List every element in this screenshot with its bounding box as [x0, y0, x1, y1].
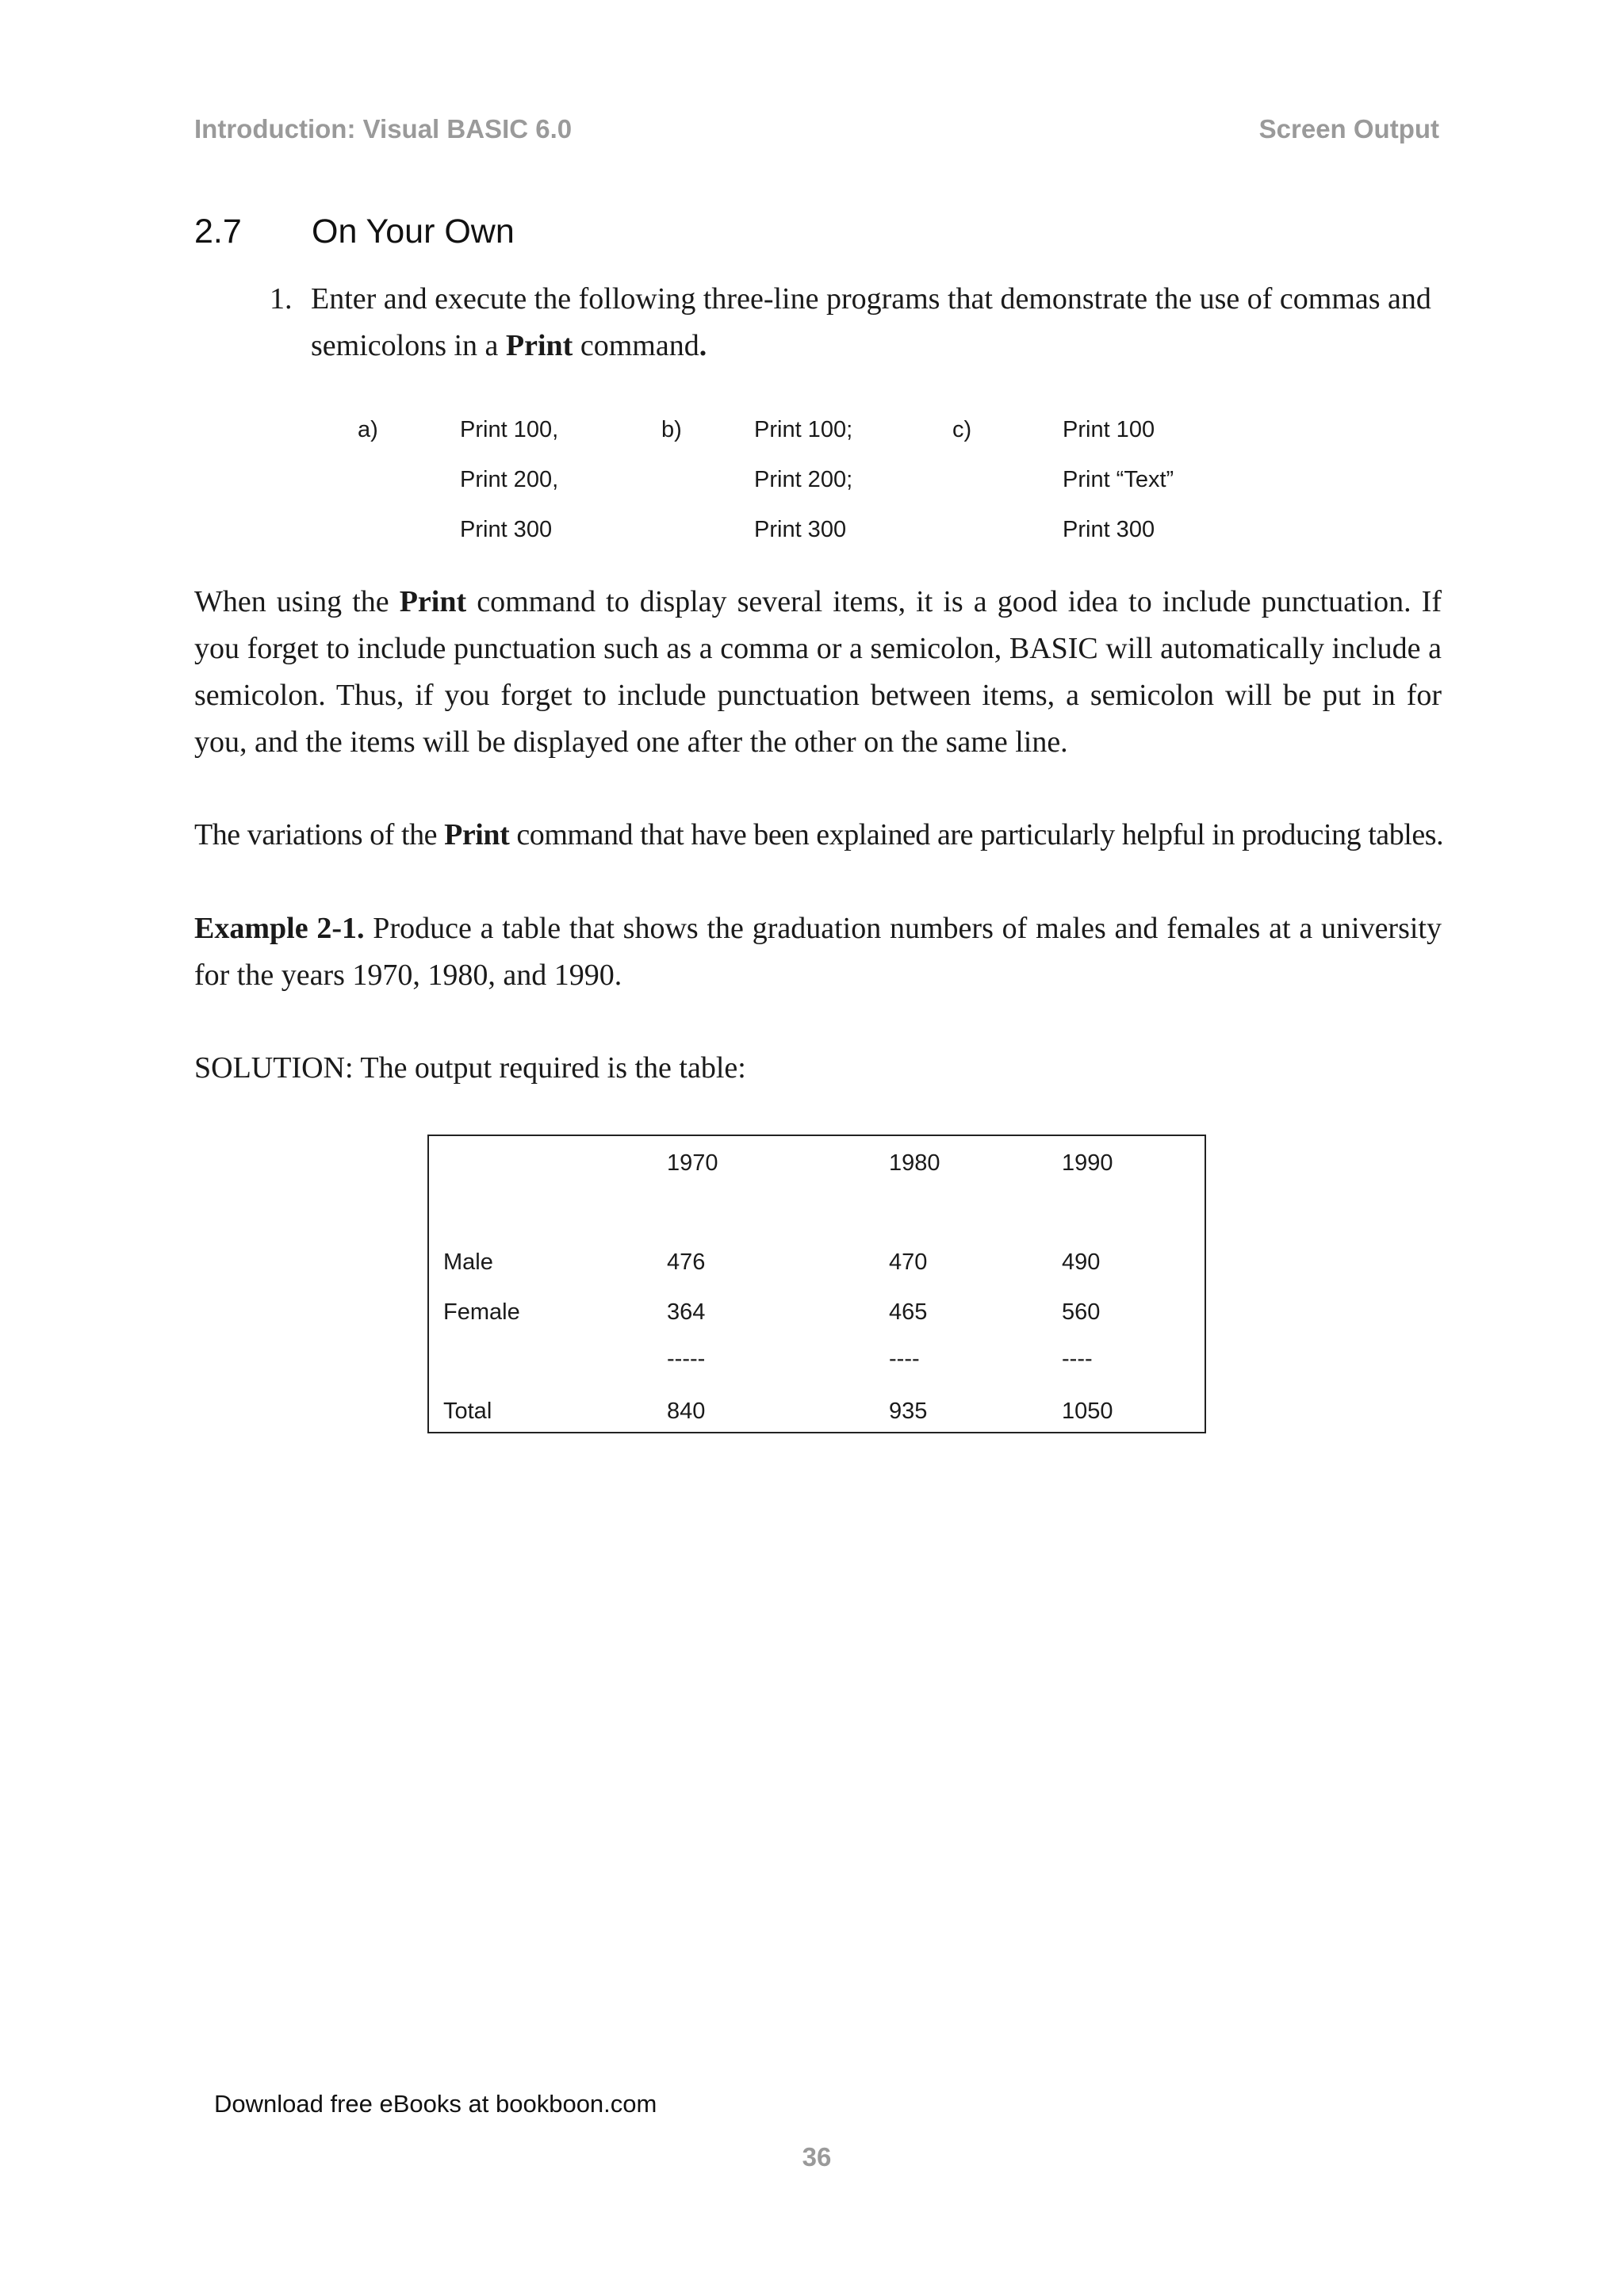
graduation-table [427, 1135, 1206, 1433]
paragraph-solution: SOLUTION: The output required is the table: [194, 1051, 746, 1085]
section-heading [194, 212, 515, 251]
program-line: Print “Text” [1063, 467, 1174, 492]
table-cell: 560 [1062, 1299, 1101, 1325]
table-cell: 840 [667, 1399, 706, 1424]
table-separator: ---- [1062, 1346, 1093, 1372]
section-title: On Your Own [312, 212, 515, 251]
table-cell: 465 [889, 1299, 928, 1325]
table-cell: 935 [889, 1399, 928, 1424]
exercise-text: Enter and execute the following three-line programs that demonstrate the use of commas and semicolons in a Print command. [311, 282, 1431, 362]
program-line: Print 100 [1063, 417, 1155, 442]
program-line: Print 300 [754, 517, 847, 542]
table-cell: 476 [667, 1249, 706, 1275]
table-header: 1980 [889, 1150, 940, 1176]
page-number: 36 [802, 2142, 832, 2172]
table-cell: 490 [1062, 1249, 1101, 1275]
program-line: Print 200; [754, 467, 853, 492]
row-label: Female [443, 1299, 520, 1325]
running-header-left: Introduction: Visual BASIC 6.0 [194, 114, 573, 144]
example-label: Example 2-1. [194, 912, 365, 945]
paragraph-variations: The variations of the Print command that have been explained are particularly helpful in producing tables. [194, 818, 1444, 851]
program-label: a) [358, 417, 378, 442]
program-label: b) [661, 417, 682, 442]
program-line: Print 100, [460, 417, 559, 442]
paragraph-punctuation: When using the Print command to display several items, it is a good idea to include punctuation. If you forget to include punctuation such as a comma or a semicolon, BASIC will automatically include a semicolon. Thus, if you forget to include punctuation between items, a semicolon will be put in for you, and the items will be displayed one after the other on the same line. [194, 585, 1442, 759]
program-line: Print 200, [460, 467, 559, 492]
table-separator: ---- [889, 1346, 920, 1372]
section-number: 2.7 [194, 212, 242, 251]
running-header-right: Screen Output [1258, 114, 1439, 144]
table-cell: 470 [889, 1249, 928, 1275]
table-cell: 364 [667, 1299, 706, 1325]
table-header: 1970 [667, 1150, 718, 1176]
table-header: 1990 [1062, 1150, 1113, 1176]
print-keyword: Print [505, 329, 573, 362]
table-separator: ----- [667, 1346, 706, 1372]
list-marker: 1. [270, 282, 293, 316]
bookboon-download-link[interactable]: Download free eBooks at bookboon.com [214, 2090, 657, 2118]
program-line: Print 100; [754, 417, 853, 442]
print-keyword: Print [444, 818, 510, 851]
paragraph-example: Example 2-1. Produce a table that shows the graduation numbers of males and females at a university for the years 1970, 1980, and 1990. [194, 912, 1442, 992]
program-label: c) [952, 417, 972, 442]
row-label: Male [443, 1249, 493, 1275]
row-label: Total [443, 1399, 492, 1424]
program-line: Print 300 [1063, 517, 1155, 542]
exercise-item [270, 276, 1443, 369]
table-cell: 1050 [1062, 1399, 1113, 1424]
program-line: Print 300 [460, 517, 553, 542]
print-keyword: Print [399, 585, 467, 618]
